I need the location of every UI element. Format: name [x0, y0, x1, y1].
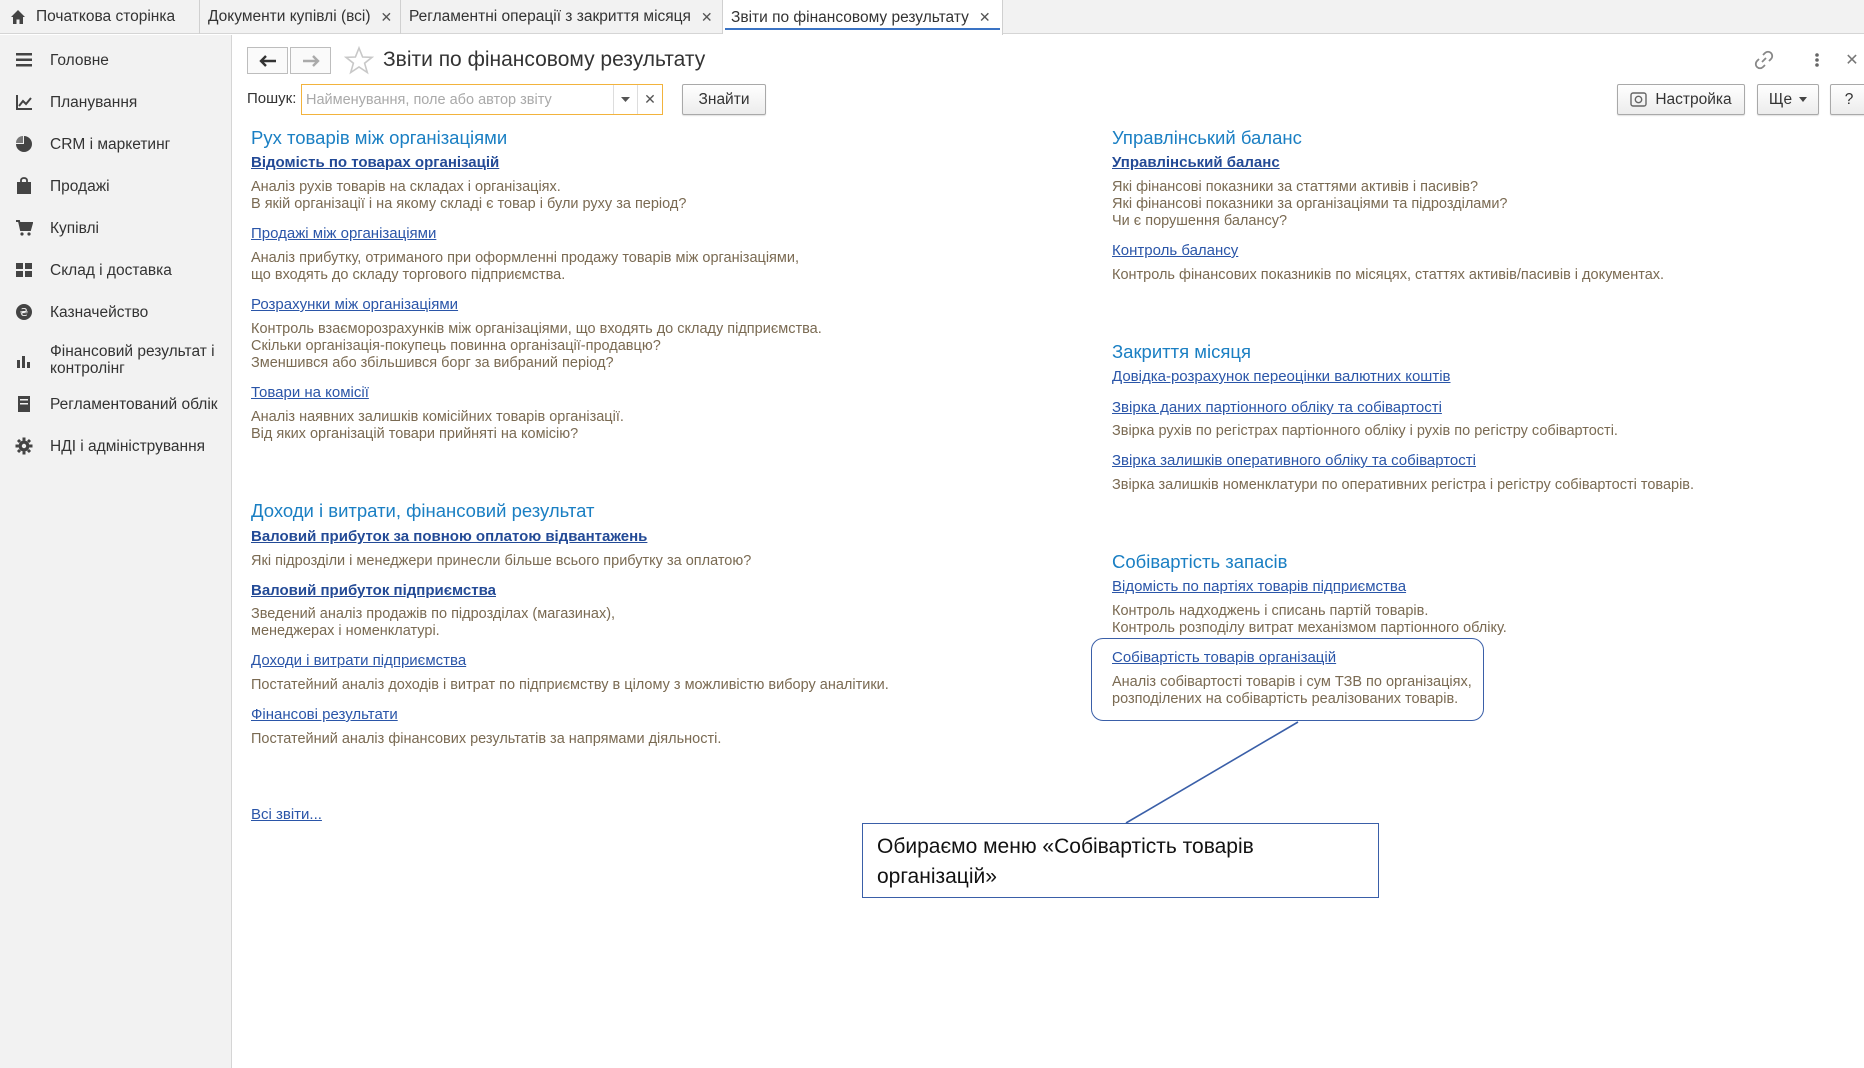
report-desc: розподілених на собівартість реалізованих товарів.	[1112, 691, 1459, 707]
report-link[interactable]: Фінансові результати	[251, 706, 398, 723]
report-link[interactable]: Товари на комісії	[251, 384, 369, 401]
report-desc: Контроль розподілу витрат механізмом партіонного обліку.	[1112, 620, 1507, 636]
report-desc: В якій організації і на якому складі є товар і були руху за період?	[251, 196, 687, 212]
report-desc: що входять до складу торгового підприємства.	[251, 267, 566, 283]
sidebar-item-label: CRM і маркетинг	[50, 135, 171, 153]
tab-label: Регламентні операції з закриття місяця	[409, 8, 691, 25]
close-icon[interactable]: ✕	[700, 8, 713, 25]
report-desc: Аналіз наявних залишків комісійних товарів організації.	[251, 409, 624, 425]
close-icon[interactable]: ✕	[1845, 52, 1859, 69]
report-desc: Постатейний аналіз доходів і витрат по підприємству в цілому з можливістю вибору аналітики.	[251, 677, 889, 693]
report-desc: Аналіз собівартості товарів і сум ТЗВ по організаціях,	[1112, 674, 1472, 690]
report-link[interactable]: Звірка залишків оперативного обліку та собівартості	[1112, 452, 1476, 469]
help-button[interactable]: ?	[1830, 84, 1864, 115]
sidebar-item-label: НДІ і адміністрування	[50, 437, 206, 455]
tab-label: Документи купівлі (всі)	[208, 8, 371, 25]
find-button[interactable]: Знайти	[682, 84, 766, 115]
search-label: Пошук:	[247, 90, 297, 107]
report-desc: Аналіз рухів товарів на складах і організаціях.	[251, 179, 561, 195]
clear-icon: ✕	[644, 91, 656, 107]
report-desc: Чи є порушення балансу?	[1112, 213, 1288, 229]
section-title: Рух товарів між організаціями	[251, 127, 508, 148]
report-desc: Контроль надходжень і списань партій товарів.	[1112, 603, 1429, 619]
section-title: Закриття місяця	[1112, 341, 1251, 362]
report-desc: Звірка залишків номенклатури по оперативних регістра і регістру собівартості товарів.	[1112, 477, 1695, 493]
report-link-cost-of-goods[interactable]: Собівартість товарів організацій	[1112, 649, 1337, 666]
sidebar-item-label: Планування	[50, 93, 138, 111]
section-title: Доходи і витрати, фінансовий результат	[251, 500, 595, 521]
annotation-line: організацій»	[877, 865, 997, 888]
report-desc: Постатейний аналіз фінансових результатів за напрямами діяльності.	[251, 731, 722, 747]
report-link[interactable]: Відомість по товарах організацій	[251, 154, 500, 171]
close-icon[interactable]: ✕	[380, 8, 393, 25]
sidebar-item-label: Фінансовий результат і контролінг	[50, 343, 215, 377]
report-link[interactable]: Контроль балансу	[1112, 242, 1239, 259]
page-title: Звіти по фінансовому результату	[383, 48, 706, 71]
sidebar-item-label: Казначейство	[50, 303, 149, 321]
report-link[interactable]: Управлінський баланс	[1112, 154, 1280, 171]
sidebar-item-label: Склад і доставка	[50, 261, 172, 279]
report-link[interactable]: Звірка даних партіонного обліку та собівартості	[1112, 399, 1442, 416]
section-title: Управлінський баланс	[1112, 127, 1302, 148]
report-desc: Аналіз прибутку, отриманого при оформленні продажу товарів між організаціями,	[251, 250, 799, 266]
annotation-note	[862, 823, 1379, 898]
report-desc: Контроль фінансових показників по місяцях, статтях активів/пасивів і документах.	[1112, 267, 1665, 283]
report-link[interactable]: Валовий прибуток підприємства	[251, 582, 496, 599]
report-desc: Зведений аналіз продажів по підрозділах (магазинах),	[251, 606, 616, 622]
tab-label: Звіти по фінансовому результату	[731, 8, 969, 26]
report-desc: Які фінансові показники за статтями активів і пасивів?	[1112, 179, 1479, 195]
sidebar-item-label: Регламентований облік	[50, 395, 218, 413]
more-label: Ще	[1768, 90, 1793, 108]
settings-label: Настройка	[1655, 90, 1732, 108]
close-icon[interactable]: ✕	[978, 9, 991, 25]
report-desc: Звірка рухів по регістрах партіонного обліку і рухів по регістру собівартості.	[1112, 423, 1618, 439]
report-desc: Які підрозділи і менеджери принесли більше всього прибутку за оплатою?	[251, 553, 752, 569]
all-reports-link[interactable]: Всі звіти...	[251, 806, 322, 823]
report-link[interactable]: Розрахунки між організаціями	[251, 296, 459, 313]
report-link[interactable]: Продажі між організаціями	[251, 225, 437, 242]
section-title: Собівартість запасів	[1112, 551, 1288, 572]
svg-text:₴: ₴	[19, 306, 29, 319]
report-desc: Які фінансові показники за організаціями та підрозділами?	[1112, 196, 1508, 212]
annotation-line: Обираємо меню «Собівартість товарів	[877, 835, 1254, 858]
report-desc: Контроль взаєморозрахунків між організаціями, що входять до складу підприємства.	[251, 321, 822, 337]
report-link[interactable]: Довідка-розрахунок переоцінки валютних коштів	[1112, 368, 1451, 385]
report-link[interactable]: Валовий прибуток за повною оплатою відвантажень	[251, 528, 648, 545]
sidebar-item-label: Купівлі	[50, 219, 99, 237]
report-link[interactable]: Відомість по партіях товарів підприємства	[1112, 578, 1407, 595]
tab-label: Початкова сторінка	[36, 8, 176, 25]
report-desc: менеджерах і номенклатурі.	[251, 623, 440, 639]
report-link[interactable]: Доходи і витрати підприємства	[251, 652, 467, 669]
sidebar-item-label: Продажі	[50, 177, 110, 195]
report-desc: Від яких організацій товари прийняті на комісію?	[251, 426, 579, 442]
sidebar-item-label: Головне	[50, 51, 109, 69]
report-desc: Скільки організація-покупець повинна організації-продавцю?	[251, 338, 661, 354]
report-desc: Зменшився або збільшився борг за вибраний період?	[251, 355, 614, 371]
